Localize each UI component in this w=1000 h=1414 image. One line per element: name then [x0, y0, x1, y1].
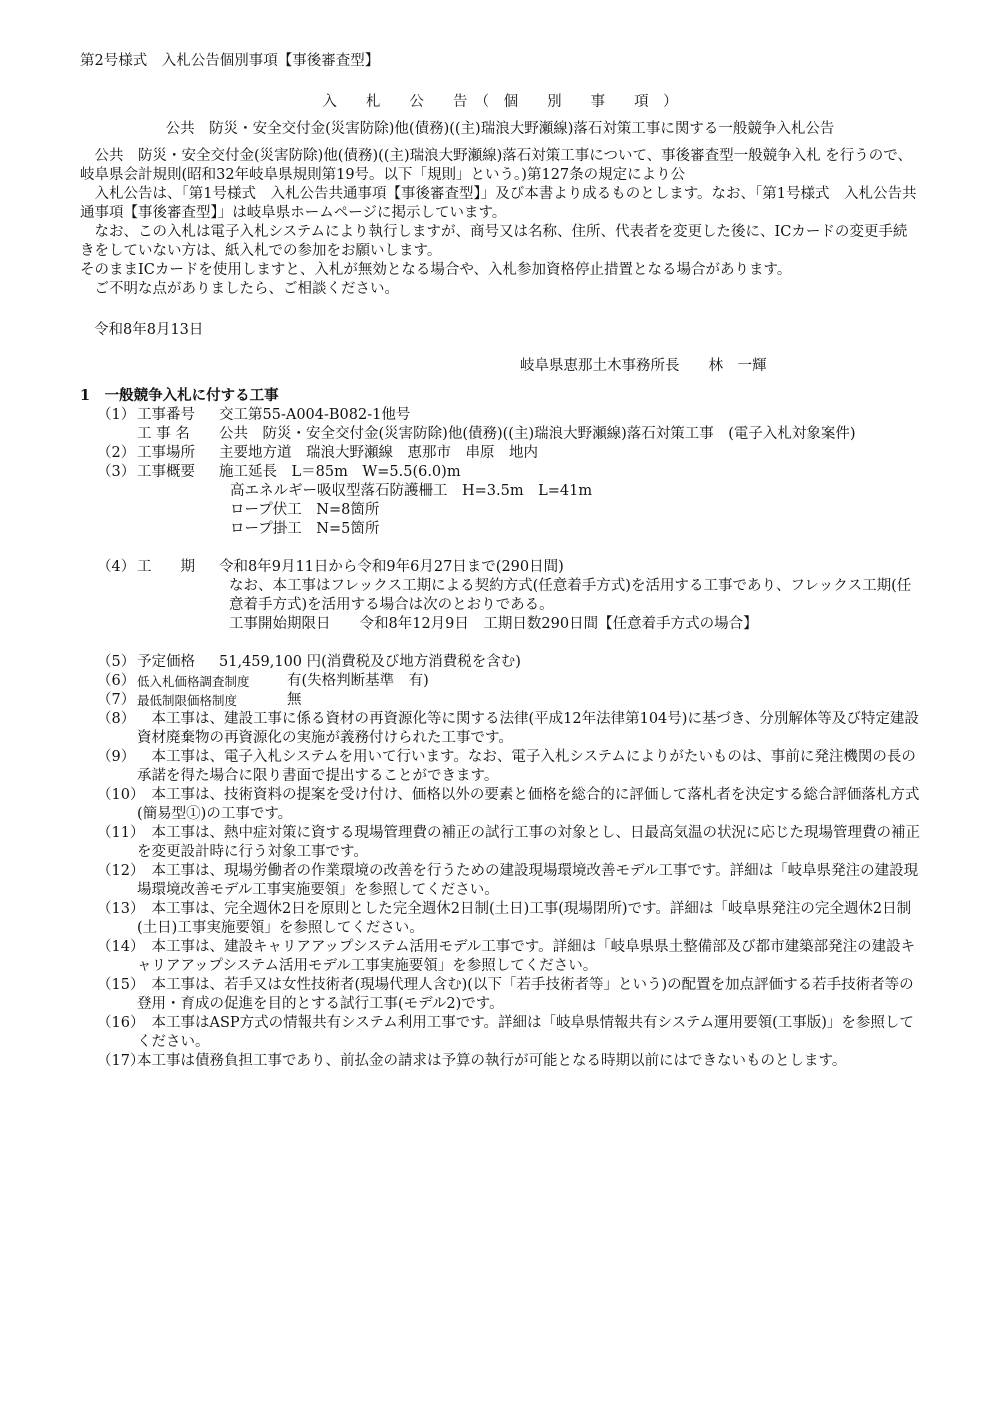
intro-paragraph: なお、この入札は電子入札システムにより執行しますが、商号又は名称、住所、代表者を変更した後に、ICカードの変更手続きをしていない方は、紙入札での参加をお願いします。	[80, 224, 908, 259]
list-item	[80, 748, 920, 786]
item-text: 本工事は、若手又は女性技術者(現場代理人含む)(以下「若手技術者等」という)の配置を加点評価する若手技術者等の登用・育成の促進を目的とする試行工事(モデル2)です。	[137, 977, 914, 1012]
intro-text	[80, 147, 920, 299]
item-label: 工 期	[137, 559, 195, 575]
item-label: 工 事 名	[137, 426, 190, 442]
list-item	[80, 900, 920, 938]
item-text: 本工事は、現場労働者の作業環境の改善を行うための建設現場環境改善モデル工事です。詳細は「岐阜県発注の建設現場環境改善モデル工事実施要領」を参照してください。	[137, 863, 919, 898]
list-item	[80, 976, 920, 1014]
overview-line: ロープ掛工 N=5箇所	[230, 521, 380, 537]
list-item	[80, 786, 920, 824]
item-number: （3）	[97, 464, 136, 480]
item-number: （14）	[97, 939, 145, 955]
item-value: 令和8年9月11日から令和9年6月27日まで(290日間)	[219, 559, 564, 575]
list-item	[80, 1014, 920, 1052]
item-number: （6）	[97, 673, 136, 689]
intro-paragraph: 入札公告は、「第1号様式 入札公告共通事項【事後審査型】」及び本書より成るものとします。なお、「第1号様式 入札公告共通事項【事後審査型】」は岐阜県ホームページに掲示しています。	[80, 186, 917, 221]
item-construction-name	[80, 425, 920, 444]
item-text: 本工事は、電子入札システムを用いて行います。なお、電子入札システムによりがたいものは、事前に発注機関の長の承諾を得た場合に限り書面で提出することができます。	[137, 749, 916, 784]
item-label: 工事番号	[137, 407, 195, 423]
item-construction-period	[80, 558, 920, 577]
item-value: 公共 防災・安全交付金(災害防除)他(債務)((主)瑞浪大野瀬線)落石対策工事 (電子入札対象案件)	[219, 426, 856, 442]
item-minimum-price	[80, 691, 920, 710]
item-label: 工事場所	[137, 445, 195, 461]
list-item	[80, 1052, 920, 1071]
item-value: 51,459,100 円(消費税及び地方消費税を含む)	[219, 654, 521, 670]
item-text: 本工事はASP方式の情報共有システム利用工事です。詳細は「岐阜県情報共有システム運用要領(工事版)」を参照してください。	[137, 1015, 914, 1050]
item-construction-overview	[80, 463, 920, 482]
item-text: 本工事は、熱中症対策に資する現場管理費の補正の試行工事の対象とし、日最高気温の状況に応じた現場管理費の補正を変更設計時に行う対象工事です。	[137, 825, 920, 860]
item-value: 交工第55-A004-B082-1他号	[219, 407, 411, 423]
item-number: （1）	[97, 407, 136, 423]
item-construction-number	[80, 406, 920, 425]
period-deadline: 工事開始期限日 令和8年12月9日 工期日数290日間【任意着手方式の場合】	[229, 616, 758, 632]
list-item	[80, 938, 920, 976]
item-number: （13）	[97, 901, 145, 917]
item-number: （16）	[97, 1015, 145, 1031]
item-number: （5）	[97, 654, 136, 670]
item-number: （2）	[97, 445, 136, 461]
issuer-name: 岐阜県恵那土木事務所長 林 一輝	[520, 358, 767, 374]
intro-paragraph: ご不明な点がありましたら、ご相談ください。	[80, 281, 399, 297]
item-label: 工事概要	[137, 464, 195, 480]
section-title: 1 一般競争入札に付する工事	[80, 387, 279, 404]
item-planned-price	[80, 653, 920, 672]
page-title: 入 札 公 告 （ 個 別 事 項 ）	[322, 94, 678, 110]
section-items	[80, 406, 920, 1071]
item-text: 本工事は、建設工事に係る資材の再資源化等に関する法律(平成12年法律第104号)に基づき、分別解体等及び特定建設資材廃棄物の再資源化の実施が義務付けられた工事です。	[137, 711, 919, 746]
list-item	[80, 862, 920, 900]
notice-date: 令和8年8月13日	[94, 322, 204, 338]
overview-line: ロープ伏工 N=8箇所	[230, 502, 380, 518]
item-number: （12）	[97, 863, 145, 879]
item-number: （15）	[97, 977, 145, 993]
list-item	[80, 824, 920, 862]
item-number: （11）	[97, 825, 145, 841]
list-item	[80, 710, 920, 748]
period-note: なお、本工事はフレックス工期による契約方式(任意着手方式)を活用する工事であり、フレックス工期(任意着手方式)を活用する場合は次のとおりである。	[229, 578, 912, 613]
item-label: 最低制限価格制度	[137, 693, 238, 708]
intro-paragraph: そのままICカードを使用しますと、入札が無効となる場合や、入札参加資格停止措置となる場合があります。	[80, 262, 792, 278]
item-value: 有(失格判断基準 有)	[287, 673, 429, 689]
item-value: 主要地方道 瑞浪大野瀬線 恵那市 串原 地内	[219, 445, 538, 461]
item-number: （8）	[97, 711, 136, 727]
notice-subtitle: 公共 防災・安全交付金(災害防除)他(債務)((主)瑞浪大野瀬線)落石対策工事に関する一般競争入札公告	[165, 121, 835, 137]
overview-line: 高エネルギー吸収型落石防護柵工 H=3.5m L=41m	[230, 483, 593, 499]
item-label: 低入札価格調査制度	[137, 674, 250, 689]
item-text: 本工事は債務負担工事であり、前払金の請求は予算の執行が可能となる時期以前にはできないものとします。	[137, 1053, 847, 1069]
item-text: 本工事は、完全週休2日を原則とした完全週休2日制(土日)工事(現場閉所)です。詳細は「岐阜県発注の完全週休2日制(土日)工事実施要領」を参照してください。	[137, 901, 912, 936]
item-value: 無	[287, 692, 302, 708]
intro-paragraph: 公共 防災・安全交付金(災害防除)他(債務)((主)瑞浪大野瀬線)落石対策工事について、事後審査型一般競争入札 を行うので、岐阜県会計規則(昭和32年岐阜県規則第19号。以下「規則」という。)第127条の規定により公	[80, 148, 912, 183]
form-label: 第2号様式 入札公告個別事項【事後審査型】	[80, 53, 380, 69]
document-page	[80, 52, 920, 1071]
item-number: （4）	[97, 559, 136, 575]
item-construction-location	[80, 444, 920, 463]
item-text: 本工事は、技術資料の提案を受け付け、価格以外の要素と価格を総合的に評価して落札者を決定する総合評価落札方式(簡易型①)の工事です。	[137, 787, 920, 822]
item-low-bid-survey	[80, 672, 920, 691]
item-text: 本工事は、建設キャリアアップシステム活用モデル工事です。詳細は「岐阜県県土整備部及び都市建築部発注の建設キャリアアップシステム活用モデル工事実施要領」を参照してください。	[137, 939, 916, 974]
item-number: （9）	[97, 749, 136, 765]
item-number: （10）	[97, 787, 145, 803]
item-number: （17）	[97, 1053, 145, 1069]
item-value: 施工延長 L＝85m W=5.5(6.0)m	[219, 464, 461, 480]
item-number: （7）	[97, 692, 136, 708]
item-label: 予定価格	[137, 654, 195, 670]
